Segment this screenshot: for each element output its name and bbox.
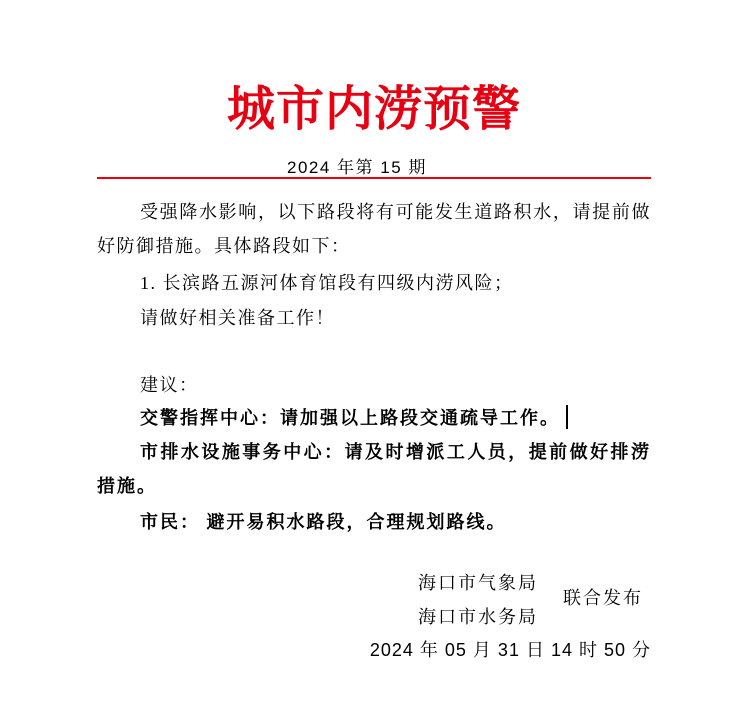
issue-number: 2024 年第 15 期 xyxy=(287,158,427,177)
issuer-meteorological-bureau: 海口市气象局 xyxy=(418,573,538,593)
suggestion-traffic-police-text: 交警指挥中心：请加强以上路段交通疏导工作。 xyxy=(140,408,560,428)
joint-release-label: 联合发布 xyxy=(563,588,643,608)
suggestion-drainage-center: 市排水设施事务中心：请及时增派工人员，提前做好排涝措施。 xyxy=(97,442,651,496)
closing-paragraph: 请做好相关准备工作！ xyxy=(140,308,335,328)
suggestion-citizens: 市民： 避开易积水路段，合理规划路线。 xyxy=(140,512,507,532)
release-datetime: 2024 年 05 月 31 日 14 时 50 分 xyxy=(369,640,651,660)
road-risk-item: 1. 长滨路五源河体育馆段有四级内涝风险； xyxy=(140,273,514,293)
intro-paragraph: 受强降水影响，以下路段将有可能发生道路积水，请提前做好防御措施。具体路段如下： xyxy=(97,202,651,256)
text-cursor xyxy=(566,405,568,429)
suggestions-heading: 建议： xyxy=(140,375,199,395)
document-title: 城市内涝预警 xyxy=(226,83,521,136)
red-header-rule xyxy=(97,177,651,179)
issuer-water-affairs-bureau: 海口市水务局 xyxy=(418,607,538,627)
issuer-list xyxy=(418,566,538,634)
suggestion-traffic-police xyxy=(97,401,651,435)
